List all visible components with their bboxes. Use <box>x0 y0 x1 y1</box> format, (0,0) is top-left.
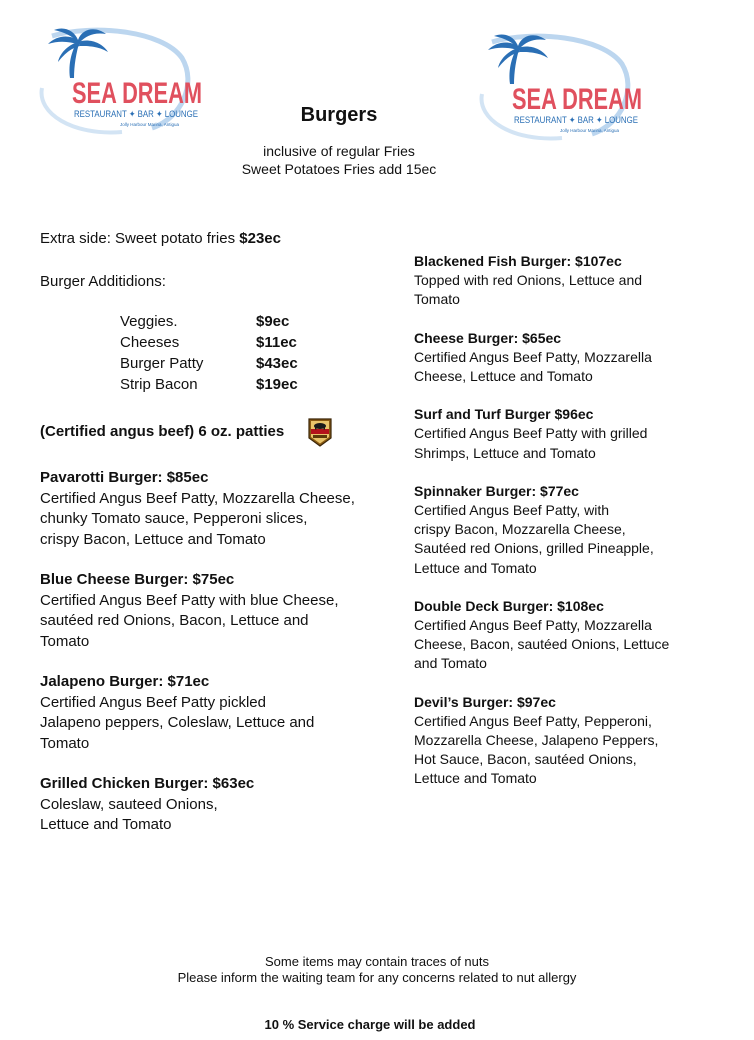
menu-item-description: Certified Angus Beef Patty, Mozzarella Cheese, chunky Tomato sauce, Pepperoni slices, crispy Bacon, Lettuce and Tomato <box>40 489 355 548</box>
menu-item <box>40 672 390 754</box>
menu-item <box>414 482 704 578</box>
additions-title: Burger Additidions: <box>40 272 166 290</box>
menu-item <box>414 252 704 310</box>
patties-note <box>40 416 390 448</box>
menu-item-name: Grilled Chicken Burger: $63ec <box>40 775 255 792</box>
menu-item-description: Certified Angus Beef Patty with blue Cheese, sautéed red Onions, Bacon, Lettuce and Tomato <box>40 591 339 650</box>
addition-name: Cheeses <box>120 334 180 352</box>
menu-item <box>414 329 704 387</box>
menu-item-description: Topped with red Onions, Lettuce and Tomato <box>414 272 643 308</box>
additions-table <box>120 312 298 396</box>
menu-item-name: Cheese Burger: $65ec <box>414 329 562 346</box>
svg-text:RESTAURANT ✦ BAR ✦ LOUNGE: RESTAURANT ✦ BAR ✦ LOUNGE <box>74 109 198 119</box>
patties-note-text: (Certified angus beef) 6 oz. patties <box>40 422 285 440</box>
svg-text:SEA DREAM: SEA DREAM <box>512 83 642 116</box>
menu-item-name: Blue Cheese Burger: $75ec <box>40 571 235 588</box>
addition-price: $43ec <box>256 355 298 373</box>
addition-row <box>120 375 298 396</box>
menu-item-description: Coleslaw, sauteed Onions, Lettuce and Tomato <box>40 795 218 833</box>
nut-allergy-notice: Please inform the waiting team for any concerns related to nut allergy <box>177 970 577 985</box>
addition-row <box>120 354 298 375</box>
menu-item <box>40 468 390 550</box>
addition-name: Burger Patty <box>120 355 204 373</box>
addition-row <box>120 312 298 333</box>
svg-text:Jolly Harbour Marina, Antigua: Jolly Harbour Marina, Antigua <box>560 128 620 133</box>
menu-item-description: Certified Angus Beef Patty pickled Jalapeno peppers, Coleslaw, Lettuce and Tomato <box>40 693 315 752</box>
menu-item-description: Certified Angus Beef Patty, Pepperoni, Mozzarella Cheese, Jalapeno Peppers, Hot Sauce, Bacon, sautéed Onions, Lettuce and Tomato <box>414 712 659 787</box>
extra-side <box>40 229 390 250</box>
subtitle-fries: inclusive of regular Fries <box>263 143 415 159</box>
addition-price: $19ec <box>256 376 298 394</box>
angus-beef-badge-icon <box>306 416 334 448</box>
menu-item-description: Certified Angus Beef Patty, Mozzarella Cheese, Lettuce and Tomato <box>414 348 652 385</box>
left-column <box>40 229 390 836</box>
menu-item <box>414 693 704 789</box>
extra-side-price: $23ec <box>239 230 281 247</box>
right-column <box>414 252 704 789</box>
svg-text:Jolly Harbour Marina, Antigua: Jolly Harbour Marina, Antigua <box>120 122 180 127</box>
menu-item-name: Jalapeno Burger: $71ec <box>40 673 210 690</box>
menu-item <box>40 570 390 652</box>
menu-item-description: Certified Angus Beef Patty with grilled Shrimps, Lettuce and Tomato <box>414 425 648 461</box>
menu-item <box>40 774 390 836</box>
svg-text:RESTAURANT ✦ BAR ✦ LOUNGE: RESTAURANT ✦ BAR ✦ LOUNGE <box>514 115 638 125</box>
menu-item-description: Certified Angus Beef Patty, with crispy Bacon, Mozzarella Cheese, Sautéed red Onions, grilled Pineapple, Lettuce and Tomato <box>414 502 654 576</box>
menu-item <box>414 597 704 674</box>
subtitle-sweet-potato: Sweet Potatoes Fries add 15ec <box>241 161 437 177</box>
menu-item-description: Certified Angus Beef Patty, Mozzarella Cheese, Bacon, sautéed Onions, Lettuce and Tomato <box>414 617 670 672</box>
addition-price: $11ec <box>256 334 297 352</box>
menu-item-name: Spinnaker Burger: $77ec <box>414 482 579 499</box>
menu-item-name: Double Deck Burger: $108ec <box>414 597 604 614</box>
extra-side-label: Extra side: Sweet potato fries <box>40 230 240 247</box>
sea-dream-logo <box>472 34 644 144</box>
menu-item-name: Blackened Fish Burger: $107ec <box>414 253 622 269</box>
menu-item-name: Surf and Turf Burger $96ec <box>414 406 594 423</box>
page-title: Burgers <box>300 104 378 126</box>
addition-name: Veggies. <box>120 313 178 331</box>
addition-price: $9ec <box>256 313 290 331</box>
svg-text:SEA DREAM: SEA DREAM <box>72 77 202 110</box>
menu-item <box>414 405 704 463</box>
service-charge-note: 10 % Service charge will be added <box>264 1017 476 1032</box>
addition-row <box>120 333 298 354</box>
menu-item-name: Devil’s Burger: $97ec <box>414 693 556 710</box>
addition-name: Strip Bacon <box>120 376 198 394</box>
nut-warning: Some items may contain traces of nuts <box>265 954 489 969</box>
menu-item-name: Pavarotti Burger: $85ec <box>40 469 209 486</box>
